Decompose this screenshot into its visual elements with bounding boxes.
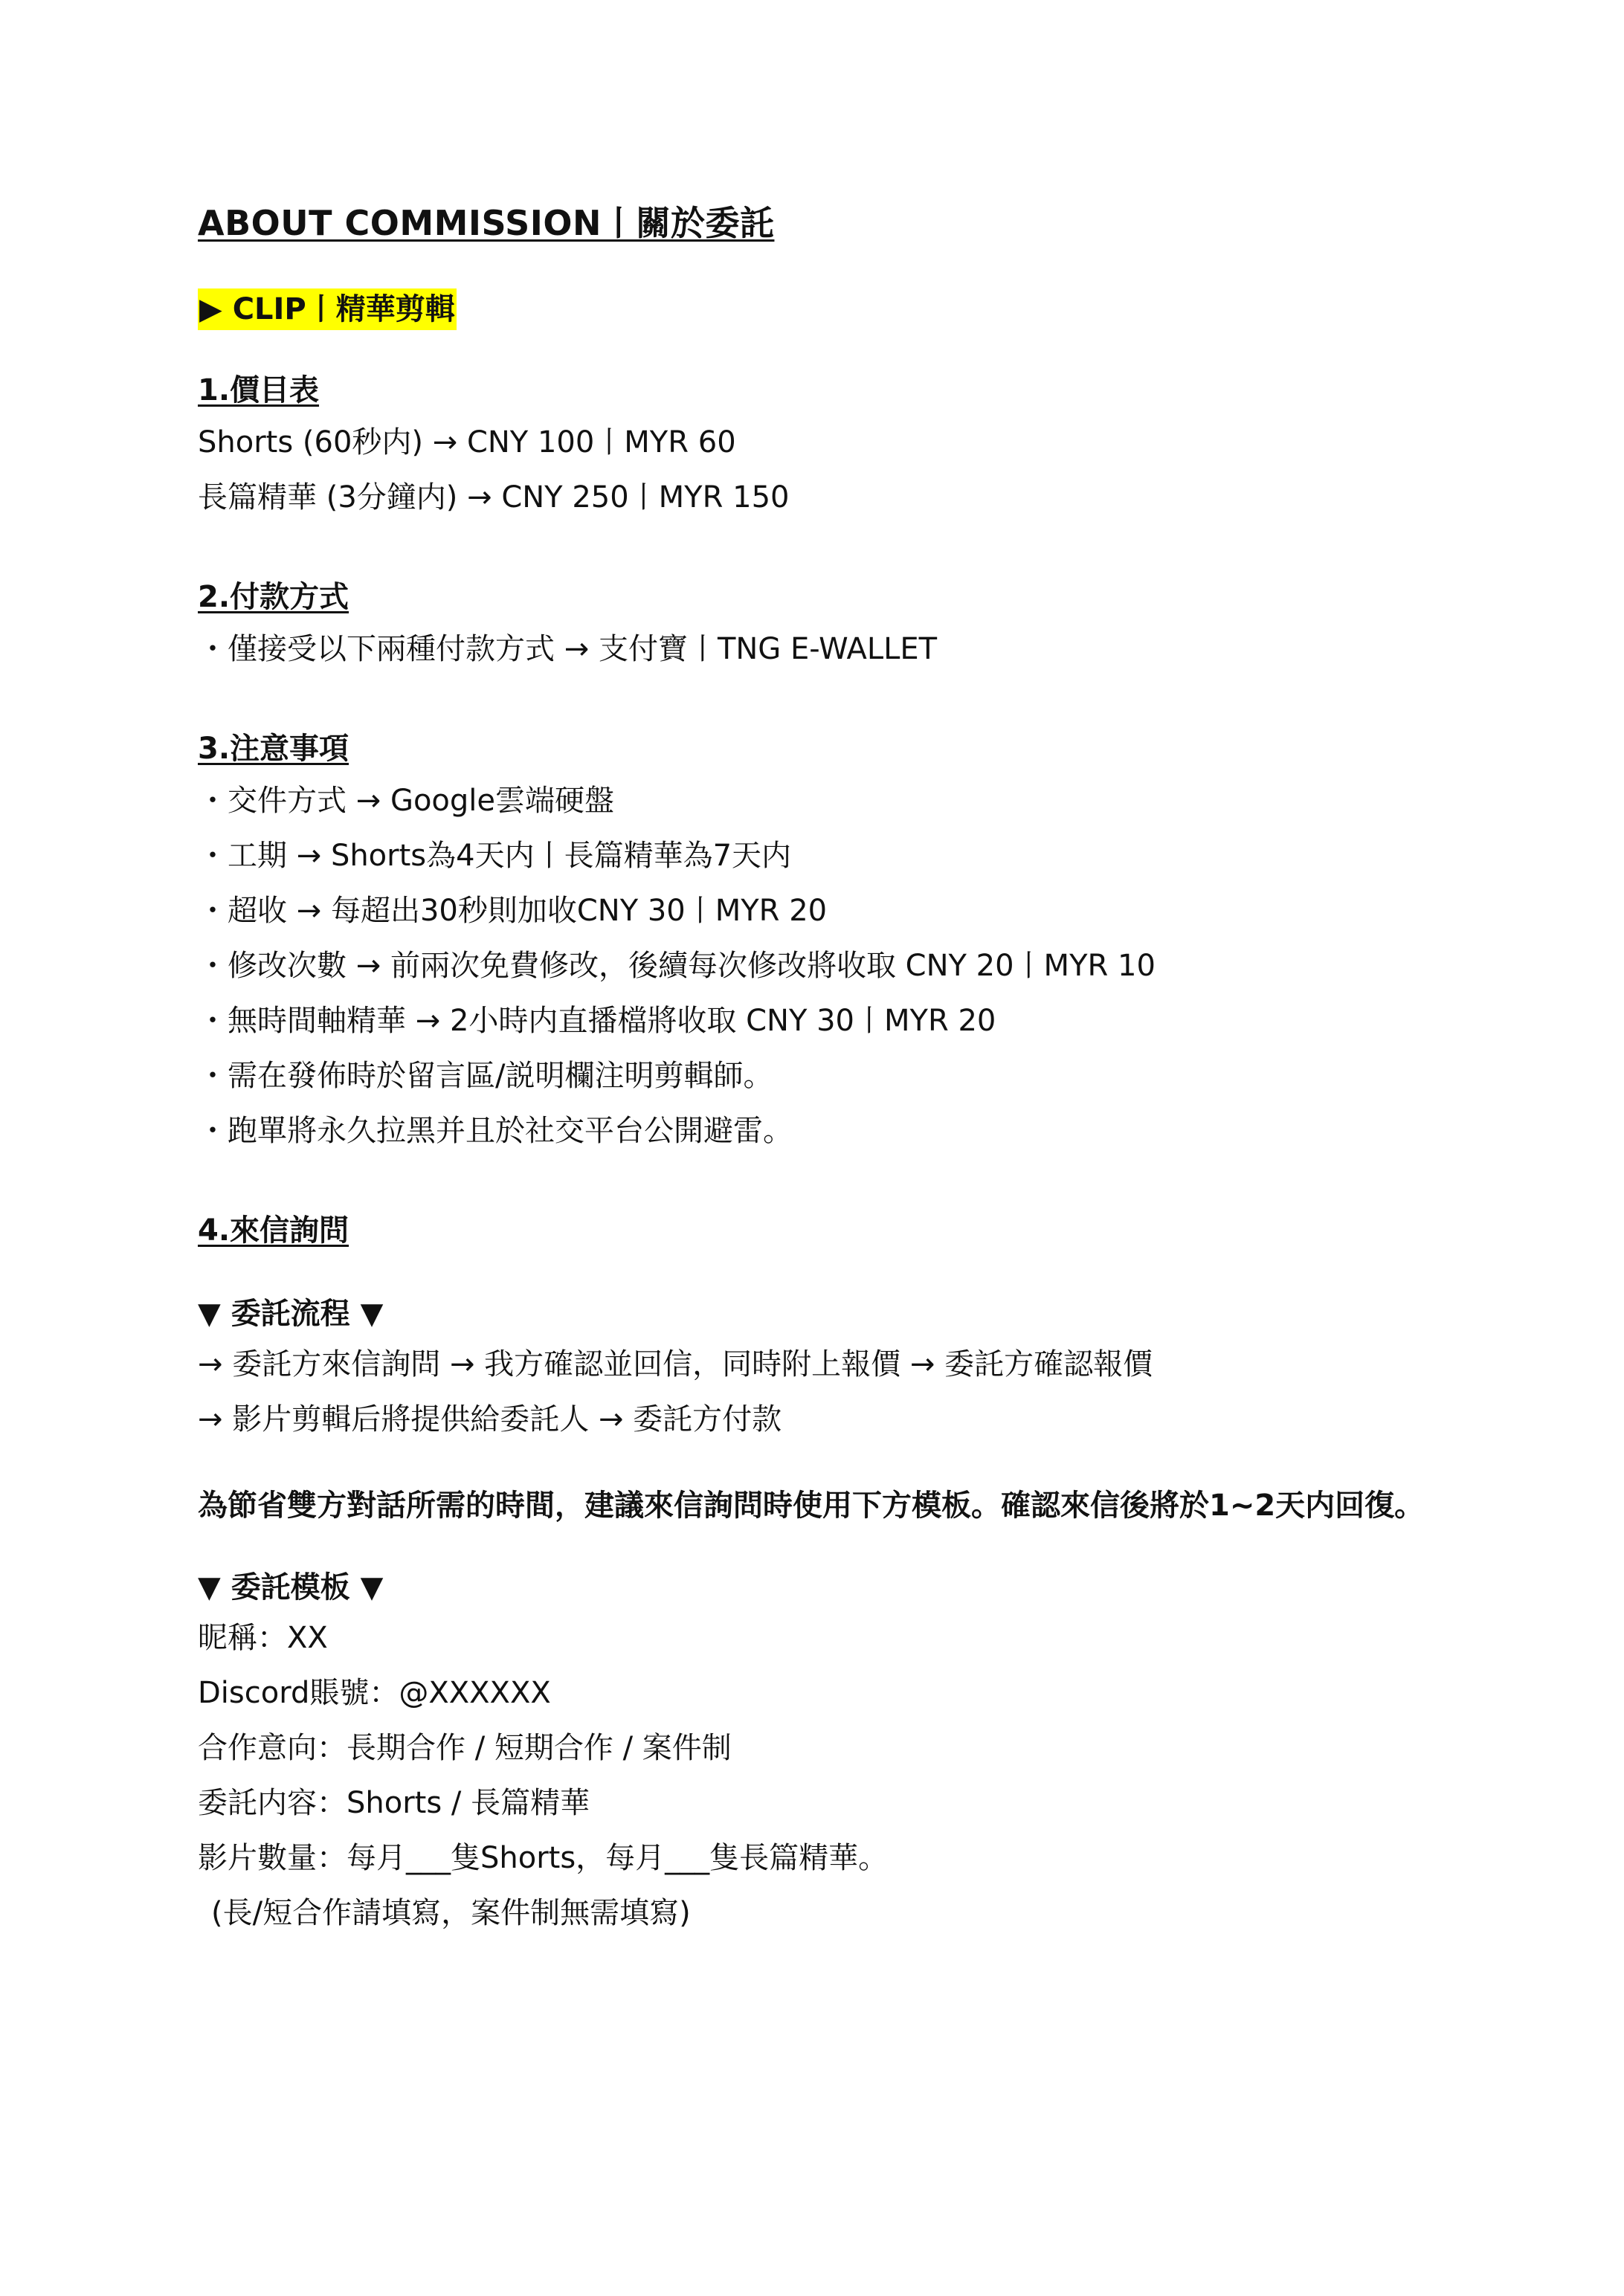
flow-line: → 影片剪輯后將提供給委託人 → 委託方付款 xyxy=(198,1402,782,1436)
note-item: ・交件方式 → Google雲端硬盤 xyxy=(198,784,614,818)
price-line-long: 長篇精華 (3分鐘内) → CNY 250丨MYR 150 xyxy=(198,480,790,515)
template-title: ▼ 委託模板 ▼ xyxy=(198,1570,384,1605)
page-title: ABOUT COMMISSION丨關於委託 xyxy=(198,203,775,243)
template-line-discord: Discord賬號：@XXXXXX xyxy=(198,1676,551,1710)
note-item: ・需在發佈時於留言區/説明欄注明剪輯師。 xyxy=(198,1059,773,1093)
note-item: ・工期 → Shorts為4天内丨長篇精華為7天内 xyxy=(198,839,792,873)
notes-section xyxy=(198,724,1432,1158)
flow-line: → 委託方來信詢問 → 我方確認並回信，同時附上報價 → 委託方確認報價 xyxy=(198,1347,1153,1381)
note-item: ・修改次數 → 前兩次免費修改，後續每次修改將收取 CNY 20丨MYR 10 xyxy=(198,949,1156,983)
inquiry-notice: 為節省雙方對話所需的時間，建議來信詢問時使用下方模板。確認來信後將於1~2天内回復。 xyxy=(198,1489,1425,1523)
template-line-cooperation: 合作意向：長期合作 / 短期合作 / 案件制 xyxy=(198,1731,732,1765)
clip-section-tag: ▶ CLIP丨精華剪輯 xyxy=(198,288,457,330)
template-line-content: 委託内容：Shorts / 長篇精華 xyxy=(198,1786,590,1820)
price-line-shorts: Shorts (60秒内) → CNY 100丨MYR 60 xyxy=(198,425,736,459)
payment-section xyxy=(198,573,1432,677)
notes-heading: 3.注意事項 xyxy=(198,732,349,766)
inquiry-section xyxy=(198,1206,1432,1941)
price-list-section xyxy=(198,366,1432,525)
note-item: ・超收 → 每超出30秒則加收CNY 30丨MYR 20 xyxy=(198,894,828,928)
note-item: ・無時間軸精華 → 2小時内直播檔將收取 CNY 30丨MYR 20 xyxy=(198,1004,996,1038)
payment-line: ・僅接受以下兩種付款方式 → 支付寶丨TNG E-WALLET xyxy=(198,632,938,666)
price-list-heading: 1.價目表 xyxy=(198,373,320,407)
flow-title: ▼ 委託流程 ▼ xyxy=(198,1297,384,1331)
note-item: ・跑單將永久拉黑并且於社交平台公開避雷。 xyxy=(198,1114,793,1148)
document-content xyxy=(198,195,1432,1941)
template-line-footnote: (長/短合作請填寫，案件制無需填寫) xyxy=(211,1896,691,1930)
payment-heading: 2.付款方式 xyxy=(198,580,349,614)
inquiry-heading: 4.來信詢問 xyxy=(198,1213,349,1248)
template-line-quantity: 影片數量：每月___隻Shorts，每月___隻長篇精華。 xyxy=(198,1841,889,1875)
template-line-nickname: 昵稱：XX xyxy=(198,1621,328,1655)
